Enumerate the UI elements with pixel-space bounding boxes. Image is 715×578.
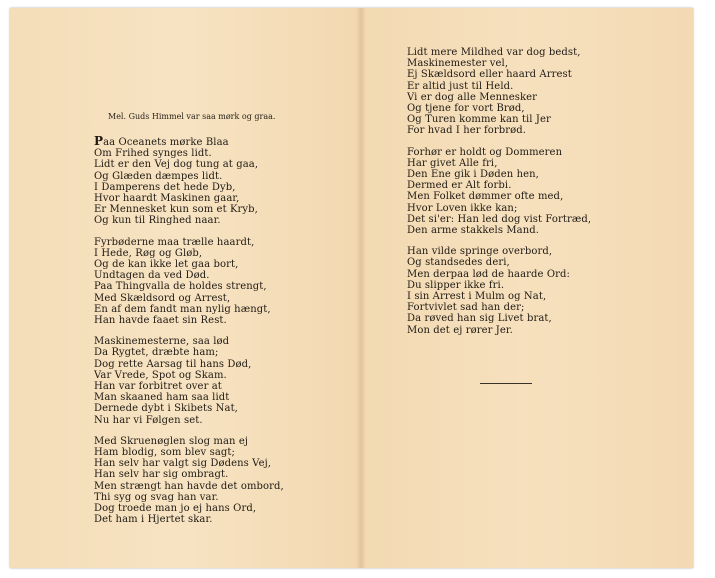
left-stanza-3	[94, 336, 334, 426]
verse-line: Fyrbøderne maa trælle haardt,	[94, 236, 255, 248]
verse-line: Og kun til Ringhed naar.	[94, 215, 221, 227]
verse-line: Den arme stakkels Mand.	[407, 225, 540, 237]
verse-line: Han havde faaet sin Rest.	[94, 315, 227, 327]
verse-line: Undtagen da ved Død.	[94, 270, 210, 282]
verse-line: I Hede, Røg og Gløb,	[94, 247, 203, 259]
verse-line: Med Skældsord og Arrest,	[94, 292, 231, 304]
verse-line: Er Mennesket kun som et Kryb,	[94, 204, 258, 216]
right-page	[407, 47, 637, 346]
verse-line: Men strængt han havde det ombord,	[94, 480, 284, 492]
end-rule	[480, 383, 532, 384]
verse-line: Dog rette Aarsag til hans Død,	[94, 358, 252, 370]
verse-line: Og Glæden dæmpes lidt.	[94, 170, 223, 182]
verse-line: Var Vrede, Spot og Skam.	[94, 369, 227, 381]
verse-line: Han vilde springe overbord,	[407, 246, 553, 258]
right-stanza-3	[407, 246, 637, 336]
verse-line: Men derpaa lød de haarde Ord:	[407, 268, 570, 280]
verse-line: Vi er dog alle Mennesker	[407, 91, 538, 103]
verse-line: Hvor haardt Maskinen gaar,	[94, 193, 240, 205]
verse-line: I Damperens det hede Dyb,	[94, 181, 236, 193]
right-stanza-2	[407, 147, 637, 237]
verse-line: Og standsedes deri,	[407, 257, 510, 269]
verse-line: Hvor Loven ikke kan;	[407, 202, 518, 214]
left-stanza-1	[94, 136, 334, 227]
verse-line: Har givet Alle fri,	[407, 157, 498, 169]
verse-line: Du slipper ikke fri.	[407, 279, 505, 291]
verse-line: Dog troede man jo ej hans Ord,	[94, 503, 257, 515]
verse-line: Han selv har valgt sig Dødens Vej,	[94, 458, 272, 470]
verse-line: Maskinemesterne, saa lød	[94, 336, 230, 348]
verse-line: Lidt er den Vej dog tung at gaa,	[94, 159, 259, 171]
verse-line: Dermed er Alt forbi.	[407, 180, 512, 192]
verse-line: Og Turen komme kan til Jer	[407, 114, 551, 126]
verse-line: Det ham i Hjertet skar.	[94, 514, 213, 526]
melody-note: Mel. Guds Himmel var saa mørk og graa.	[108, 112, 276, 121]
left-stanza-2	[94, 237, 334, 327]
verse-line: Ham blodig, som blev sagt;	[94, 447, 235, 459]
right-stanza-1	[407, 47, 637, 137]
verse-line: Ej Skældsord eller haard Arrest	[407, 69, 572, 81]
verse-line: Det si'er: Han led dog vist Fortræd,	[407, 213, 592, 225]
verse-line: Nu har vi Følgen set.	[94, 414, 203, 426]
verse-line: Mon det ej rører Jer.	[407, 324, 513, 336]
verse-line: Han var forbitret over at	[94, 381, 222, 393]
verse-line: Forhør er holdt og Dommeren	[407, 146, 563, 158]
left-page	[94, 112, 334, 536]
verse-line: Den Ene gik i Døden hen,	[407, 169, 539, 181]
verse-line: I sin Arrest i Mulm og Nat,	[407, 291, 547, 303]
verse-line: Om Frihed synges lidt.	[94, 148, 212, 160]
verse-line: Er altid just til Held.	[407, 80, 514, 92]
verse-line: Da røved han sig Livet brat,	[407, 313, 552, 325]
verse-line: For hvad I her forbrød.	[407, 125, 527, 137]
verse-line: Man skaaned ham saa lidt	[94, 392, 230, 404]
verse-line: Thi syg og svag han var.	[94, 491, 219, 503]
verse-line: En af dem fandt man nylig hængt,	[94, 303, 271, 315]
verse-line: Paa Thingvalla de holdes strengt,	[94, 281, 267, 293]
verse-line: Og de kan ikke let gaa bort,	[94, 259, 239, 271]
verse-line: Han selv har sig ombragt.	[94, 469, 229, 481]
verse-line: Da Rygtet, dræbte ham;	[94, 347, 219, 359]
center-fold	[356, 8, 366, 568]
verse-line: Men Folket dømmer ofte med,	[407, 191, 564, 203]
verse-line: Dernede dybt i Skibets Nat,	[94, 403, 238, 415]
verse-line: Og tjene for vort Brød,	[407, 103, 525, 115]
verse-line: Fortvivlet sad han der;	[407, 302, 525, 314]
left-stanzas	[94, 136, 334, 526]
verse-line: Med Skruenøglen slog man ej	[94, 435, 249, 447]
right-stanzas	[407, 47, 637, 336]
verse-line: Paa Oceanets mørke Blaa	[94, 134, 229, 148]
verse-line: Lidt mere Mildhed var dog bedst,	[407, 47, 581, 58]
left-stanza-4	[94, 436, 334, 526]
verse-line: Maskinemester vel,	[407, 58, 509, 70]
